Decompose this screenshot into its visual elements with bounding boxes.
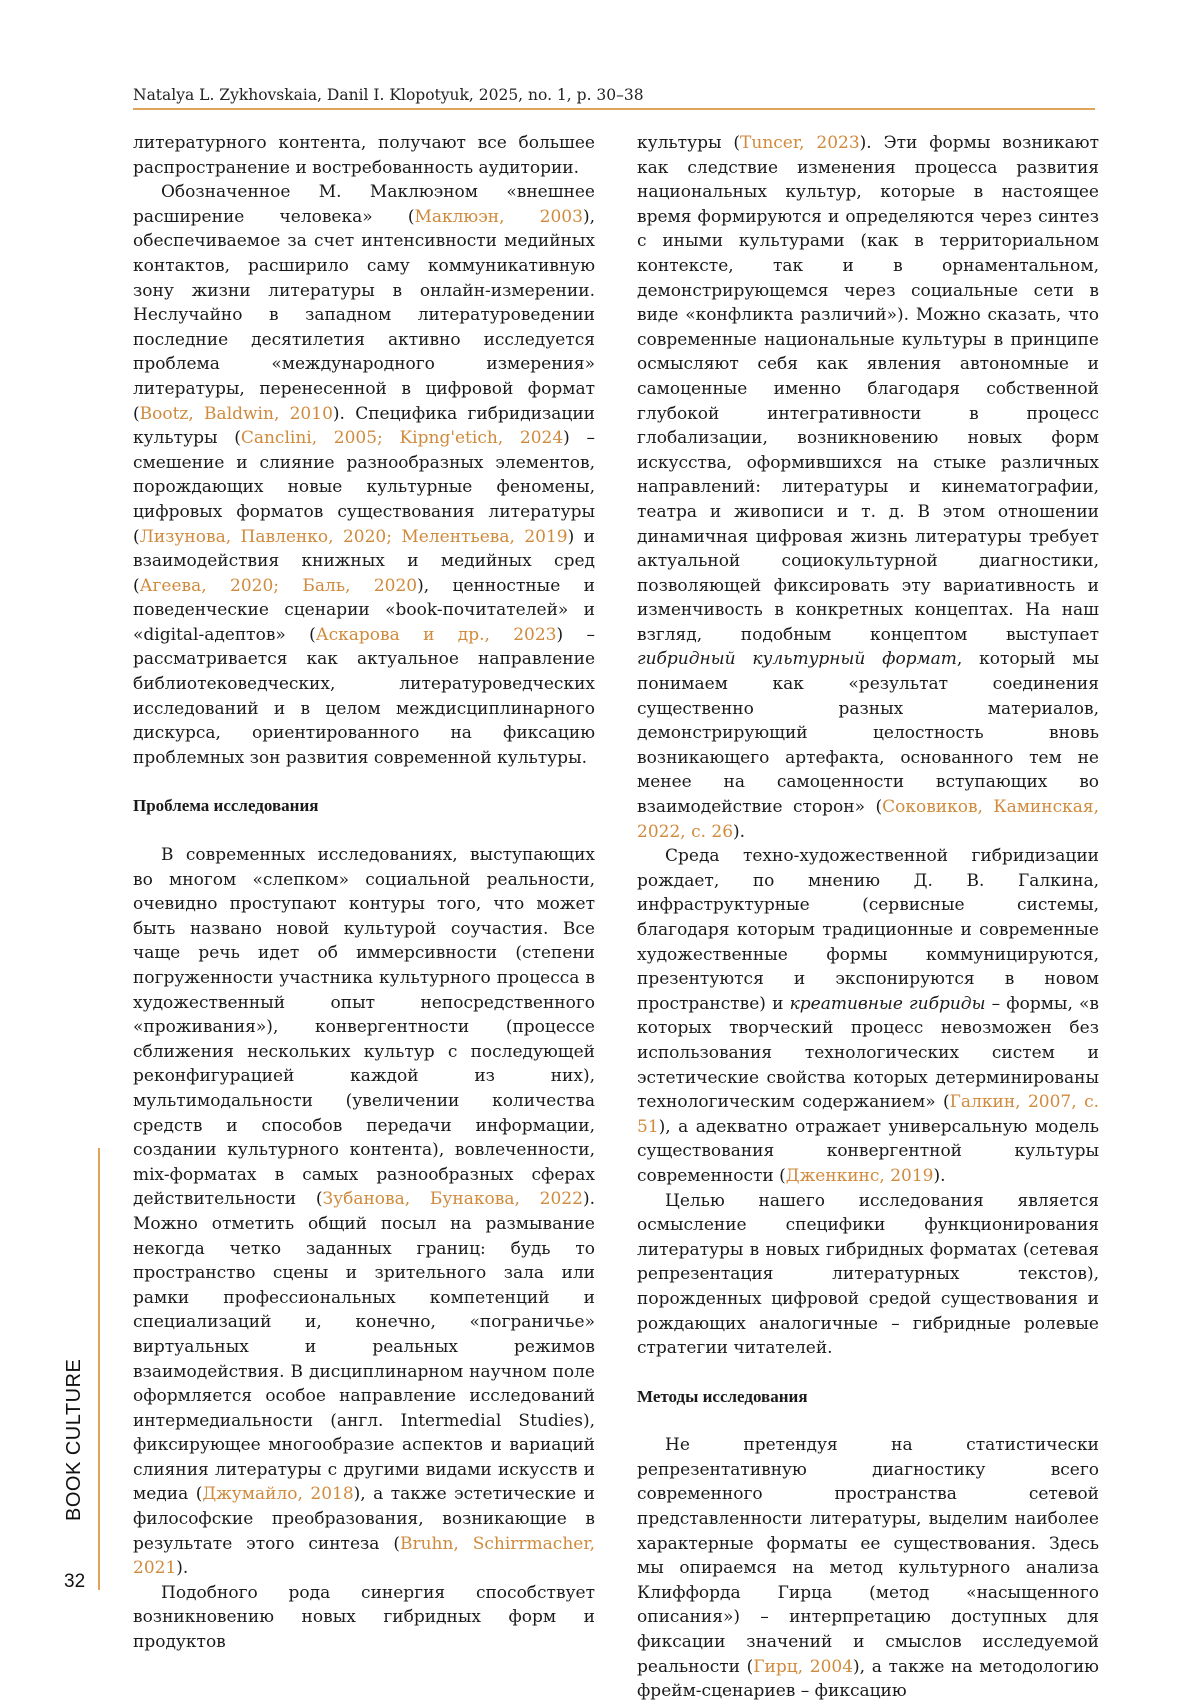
citation-link[interactable]: Tuncer, 2023	[740, 133, 860, 153]
text: литературного контента, получают все большее распространение и востребованность аудитории.	[133, 133, 595, 178]
text: ).	[176, 1558, 188, 1578]
text: ).	[733, 822, 745, 842]
page-number: 32	[64, 1571, 85, 1593]
text: культуры (	[637, 133, 740, 153]
text: ).	[933, 1166, 945, 1186]
italic-term: креативные гибриды	[790, 994, 986, 1014]
citation-link[interactable]: Джумайло, 2018	[202, 1484, 353, 1504]
italic-term: гибридный культурный формат	[637, 649, 957, 669]
paragraph	[637, 844, 1099, 1188]
text: ). Эти формы возникают как следствие изменения процесса развития национальных культур, которые в настоящее время формируются и определяются через синтез с иными культурами (как в территориальном контексте, так и в орнаментальном, демонстрирующемся через социальные сети в виде «конфликта различий»). Можно сказать, что современные национальные культуры в принципе осмысляют себя как явления автономные и самоценные именно благодаря собственной глубокой интегративности в процесс глобализации, возникновению новых форм искусства, оформившихся на стыке различных направлений: литературы и кинематографии, театра и живописи и т. д. В этом отношении динамичная цифровая жизнь литературы требует актуальной социокультурной диагностики, позволяющей фиксировать эту вариативность и изменчивость в конкретных концептах. На наш взгляд, подобным концептом выступает	[637, 133, 1099, 645]
sidebar-rule	[98, 1148, 100, 1590]
text: ), обеспечиваемое за счет интенсивности медийных контактов, расширило саму коммуникативную зону жизни литературы в онлайн-измерении. Неслучайно в западном литературоведении последние десятилетия активно исследуется проблема «международного измерения» литературы, перенесенной в цифровой формат (	[133, 207, 595, 424]
paragraph	[133, 131, 595, 180]
section-heading-problem: Проблема исследования	[133, 794, 595, 819]
running-head: Natalya L. Zykhovskaia, Danil I. Klopotyuk, 2025, no. 1, p. 30–38	[133, 86, 1093, 104]
citation-link[interactable]: Canclini, 2005; Kipng'etich, 2024	[241, 428, 563, 448]
paragraph	[637, 1433, 1099, 1704]
text: ). Специфика гибридизации культуры (	[133, 404, 595, 449]
text: Не претендуя на статистически репрезентативную диагностику всего современного пространства сетевой представленности литературы, выделим наиболее характерные форматы ее существования. Здесь мы опираемся на метод культурного анализа Клиффорда Гирца (метод «насыщенного описания») – интерпретацию доступных для фиксации значений и смыслов исследуемой реальности (	[637, 1435, 1099, 1676]
right-column	[637, 131, 1099, 1704]
citation-link[interactable]: Гирц, 2004	[753, 1657, 853, 1677]
text: ) и взаимодействия книжных и медийных сред (	[133, 527, 595, 596]
text: В современных исследованиях, выступающих во многом «слепком» социальной реальности, очевидно проступают контуры того, что может быть названо новой культурой соучастия. Все чаще речь идет об иммерсивности (степени погруженности участника культурного процесса в художественный опыт непосредственного «проживания»), конвергентности (процессе сближения нескольких культур с последующей реконфигурацией каждой из них), мультимодальности (увеличении количества средств и способов передачи информации, создании культурного контента), вовлеченности, mix-форматах в самых разнообразных сферах действительности (	[133, 845, 595, 1209]
citation-link[interactable]: Галкин, 2007, с. 51	[637, 1092, 1099, 1137]
text: ). Можно отметить общий посыл на размывание некогда четко заданных границ: будь то пространство сцены и зрительного зала или рамки профессиональных компетенций и специализаций и, конечно, «пограничье» виртуальных и реальных режимов взаимодействия. В дисциплинарном научном поле оформляется особое направление исследований интермедиальности (англ. Intermedial Studies), фиксирующее многообразие аспектов и вариаций слияния литературы с другими видами искусств и медиа (	[133, 1189, 595, 1504]
text: ) – смешение и слияние разнообразных элементов, порождающих новые культурные феномены, цифровых форматов существования литературы (	[133, 428, 595, 546]
paragraph	[637, 1189, 1099, 1361]
citation-link[interactable]: Соковиков, Каминская, 2022, с. 26	[637, 797, 1099, 842]
paragraph	[133, 180, 595, 770]
text: Среда техно-художественной гибридизации рождает, по мнению Д. В. Галкина, инфраструктурные (сервисные системы, благодаря которым традиционные и современные художественные формы коммуницируются, презентуются и экспонируются в новом пространстве) и	[637, 846, 1099, 1014]
text: ), а также на методологию фрейм-сценариев – фиксацию	[637, 1657, 1099, 1702]
citation-link[interactable]: Bruhn, Schirrmacher, 2021	[133, 1534, 595, 1579]
citation-link[interactable]: Bootz, Baldwin, 2010	[140, 404, 333, 424]
text: ), а адекватно отражает универсальную модель существования конвергентной культуры современности (	[637, 1117, 1099, 1186]
citation-link[interactable]: Лизунова, Павленко, 2020; Мелентьева, 2019	[140, 527, 568, 547]
text: ), ценностные и поведенческие сценарии «book-почитателей» и «digital-адептов» (	[133, 576, 595, 645]
journal-title-vertical: BOOK CULTURE	[64, 1501, 84, 1521]
paragraph	[637, 131, 1099, 844]
paragraph	[133, 843, 595, 1581]
citation-link[interactable]: Дженкинс, 2019	[786, 1166, 934, 1186]
citation-link[interactable]: Маклюэн, 2003	[414, 207, 582, 227]
text: Целью нашего исследования является осмысление специфики функционирования литературы в новых гибридных форматах (сетевая репрезентация литературных текстов), порожденных цифровой средой существования и рождающих аналогичные – гибридные ролевые стратегии читателей.	[637, 1191, 1099, 1359]
header-rule	[133, 108, 1095, 110]
citation-link[interactable]: Зубанова, Бунакова, 2022	[322, 1189, 582, 1209]
text: ), а также эстетические и философские преобразования, возникающие в результате этого синтеза (	[133, 1484, 595, 1553]
left-column	[133, 131, 595, 1655]
text: Подобного рода синергия способствует возникновению новых гибридных форм и продуктов	[133, 1583, 595, 1652]
text: – формы, «в которых творческий процесс невозможен без использования технологических систем и эстетические свойства которых детерминированы технологическим содержанием» (	[637, 994, 1099, 1112]
citation-link[interactable]: Агеева, 2020; Баль, 2020	[140, 576, 417, 596]
paragraph	[133, 1581, 595, 1655]
text: Обозначенное М. Маклюэном «внешнее расширение человека» (	[133, 182, 595, 227]
citation-link[interactable]: Аскарова и др., 2023	[316, 625, 557, 645]
section-heading-methods: Методы исследования	[637, 1385, 1099, 1410]
text: ) – рассматривается как актуальное направление библиотековедческих, литературоведческих исследований и в целом междисциплинарного дискурса, ориентированного на фиксацию проблемных зон развития современной культуры.	[133, 625, 595, 768]
text: , который мы понимаем как «результат соединения существенно разных материалов, демонстрирующий целостность вновь возникающего артефакта, основанного тем не менее на самоценности вступающих во взаимодействие сторон» (	[637, 649, 1099, 817]
